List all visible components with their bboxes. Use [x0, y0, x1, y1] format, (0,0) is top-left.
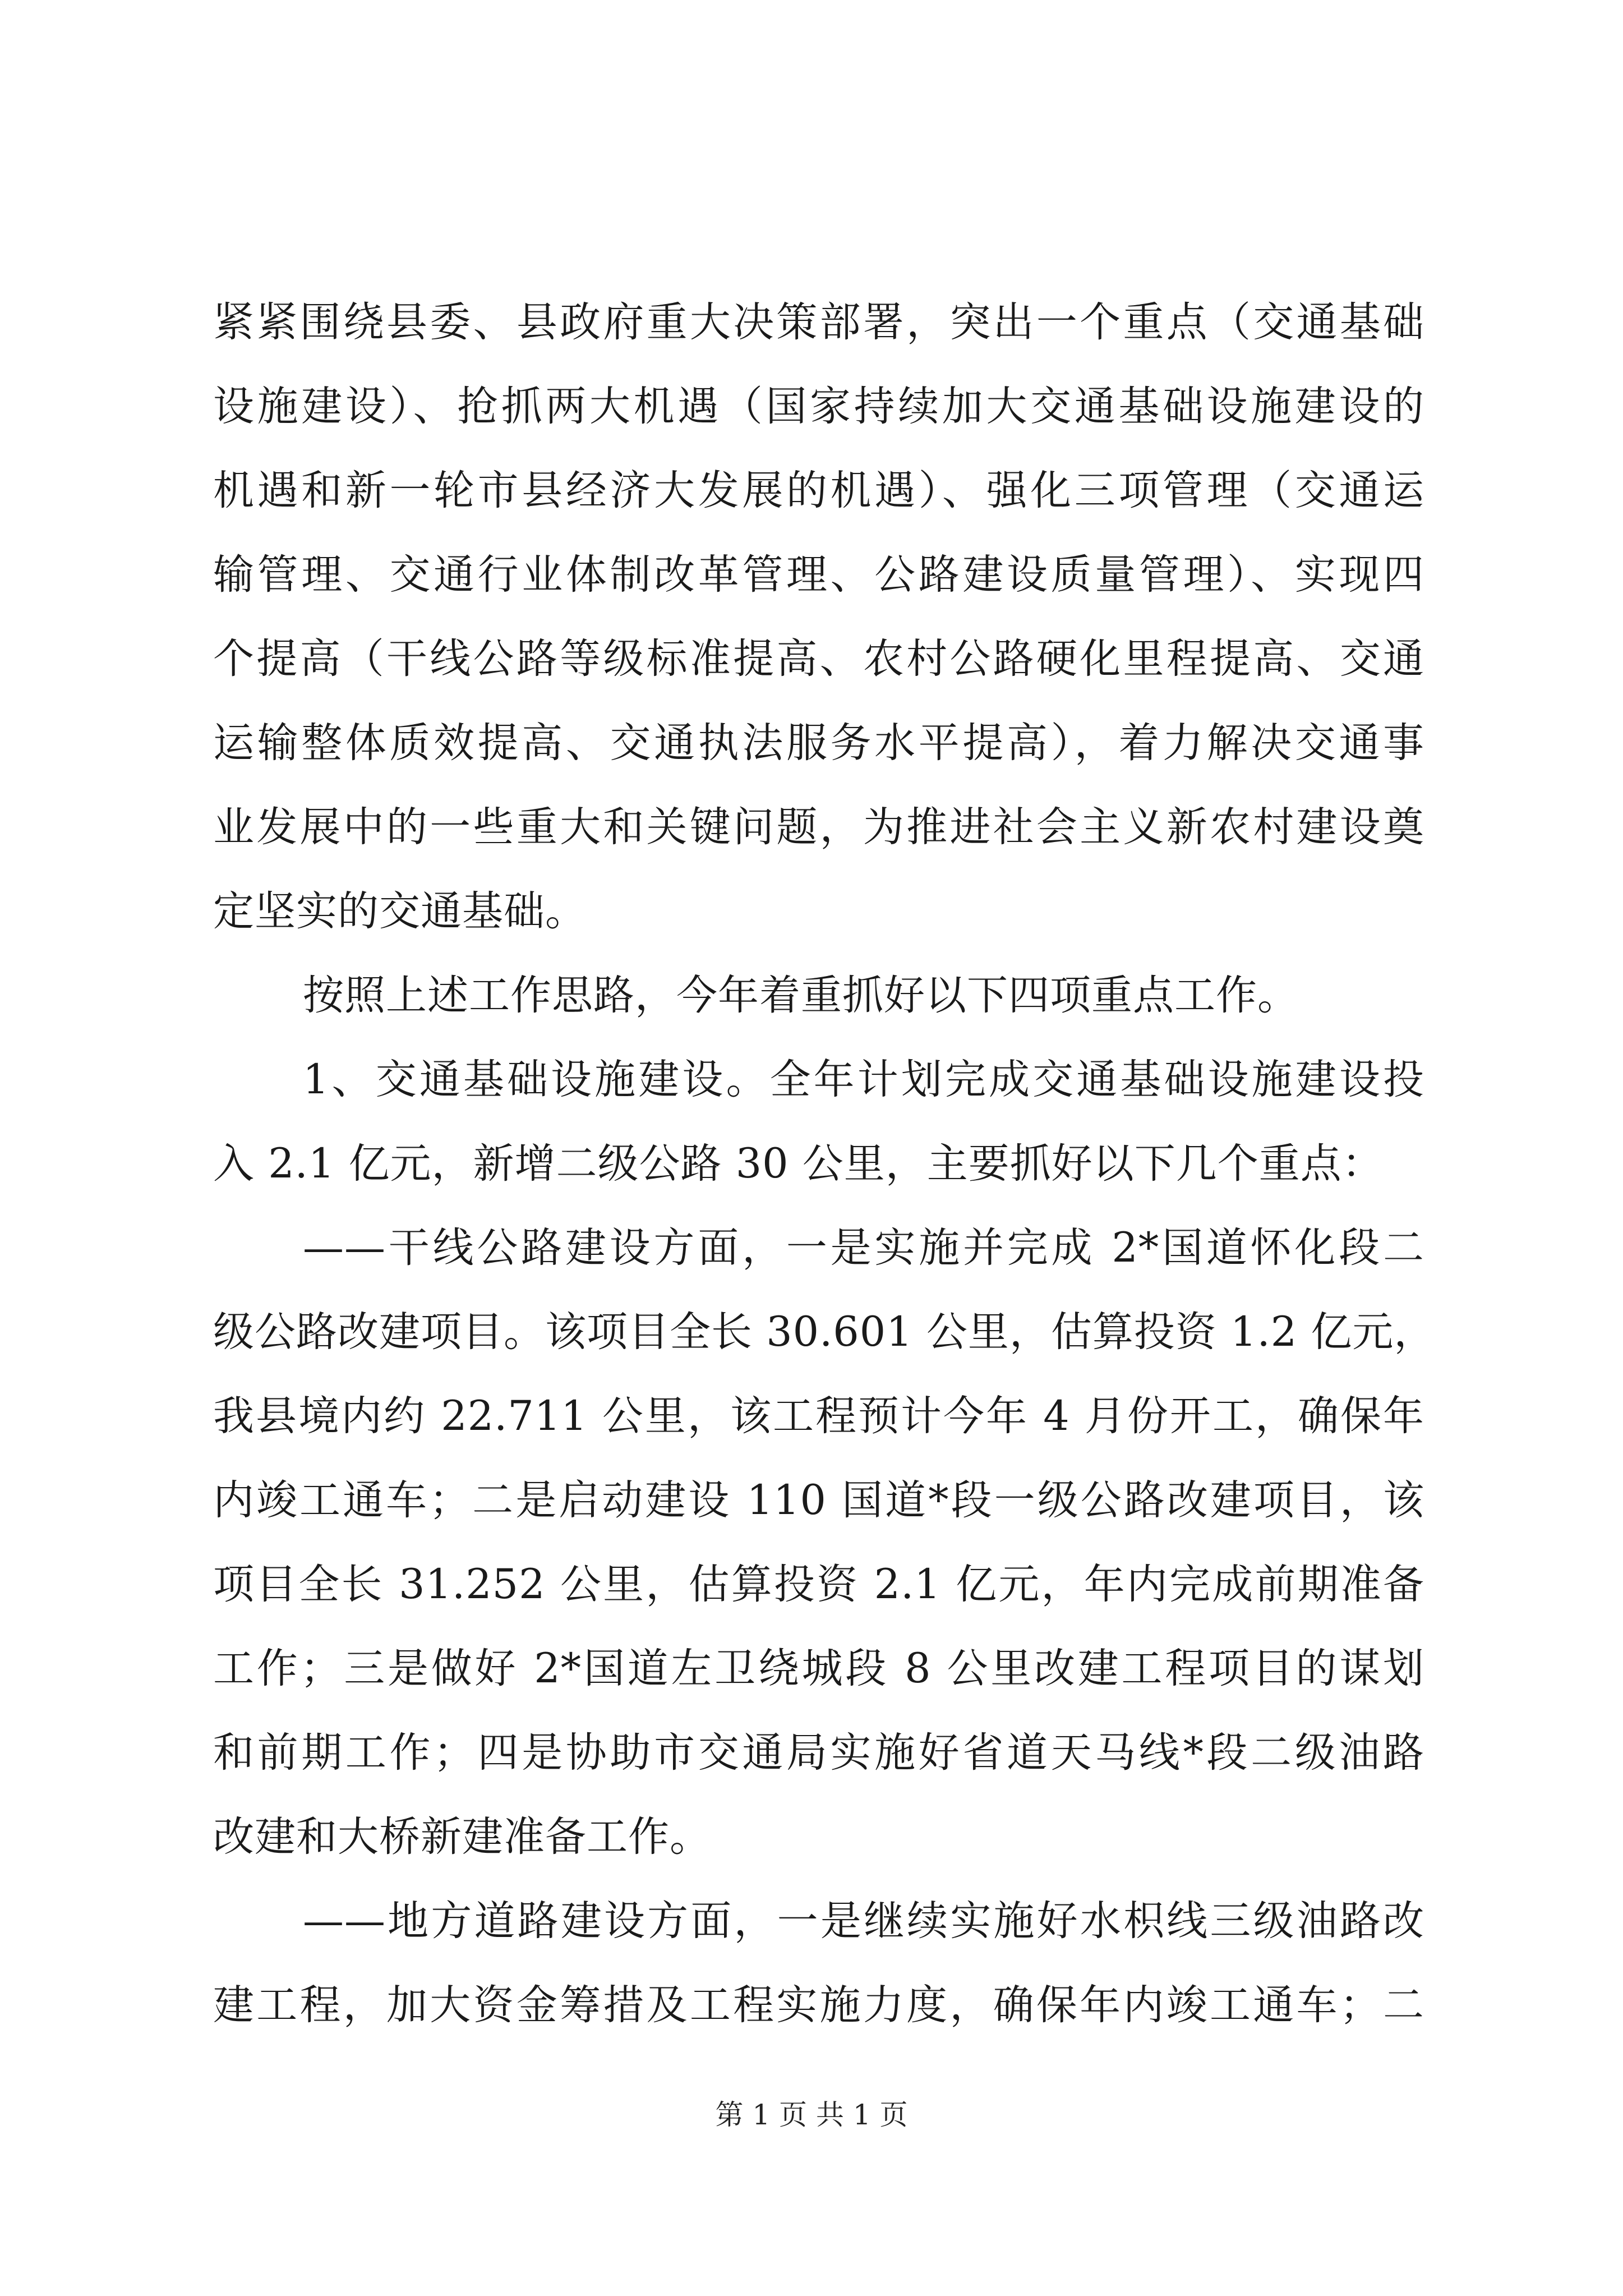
- text-line: 我县境内约 22.711 公里，该工程预计今年 4 月份开工，确保年: [213, 1392, 1424, 1440]
- text-line: ——干线公路建设方面，一是实施并完成 2*国道怀化段二: [303, 1224, 1424, 1272]
- text-line: 输管理、交通行业体制改革管理、公路建设质量管理）、实现四: [213, 551, 1424, 599]
- text-line: 定坚实的交通基础。: [213, 887, 587, 935]
- text-line: 紧紧围绕县委、县政府重大决策部署，突出一个重点（交通基础: [213, 298, 1424, 346]
- text-line: 和前期工作；四是协助市交通局实施好省道天马线*段二级油路: [213, 1729, 1424, 1777]
- text-line: 建工程，加大资金筹措及工程实施力度，确保年内竣工通车；二: [213, 1981, 1424, 2029]
- text-line: 个提高（干线公路等级标准提高、农村公路硬化里程提高、交通: [213, 635, 1424, 683]
- text-line: 入 2.1 亿元，新增二级公路 30 公里，主要抓好以下几个重点：: [213, 1140, 1384, 1188]
- text-line: 级公路改建项目。该项目全长 30.601 公里，估算投资 1.2 亿元，: [213, 1308, 1436, 1356]
- text-line: 1、交通基础设施建设。全年计划完成交通基础设施建设投: [303, 1056, 1424, 1103]
- text-line: 机遇和新一轮市县经济大发展的机遇）、强化三项管理（交通运: [213, 467, 1424, 514]
- text-line: 业发展中的一些重大和关键问题，为推进社会主义新农村建设奠: [213, 803, 1424, 851]
- text-line: 运输整体质效提高、交通执法服务水平提高），着力解决交通事: [213, 719, 1424, 767]
- document-body: [213, 280, 1436, 2047]
- text-line: 内竣工通车；二是启动建设 110 国道*段一级公路改建项目，该: [213, 1476, 1424, 1524]
- text-line: 设施建设）、抢抓两大机遇（国家持续加大交通基础设施建设的: [213, 383, 1424, 430]
- text-line: 工作；三是做好 2*国道左卫绕城段 8 公里改建工程项目的谋划: [213, 1645, 1424, 1692]
- text-line: 按照上述工作思路，今年着重抓好以下四项重点工作。: [303, 972, 1299, 1019]
- page-footer: [0, 2098, 1623, 2132]
- page-number: 第 1 页 共 1 页: [715, 2099, 908, 2131]
- text-line: 项目全长 31.252 公里，估算投资 2.1 亿元，年内完成前期准备: [213, 1561, 1424, 1608]
- text-line: ——地方道路建设方面，一是继续实施好水枳线三级油路改: [303, 1897, 1424, 1945]
- text-line: 改建和大桥新建准备工作。: [213, 1813, 711, 1861]
